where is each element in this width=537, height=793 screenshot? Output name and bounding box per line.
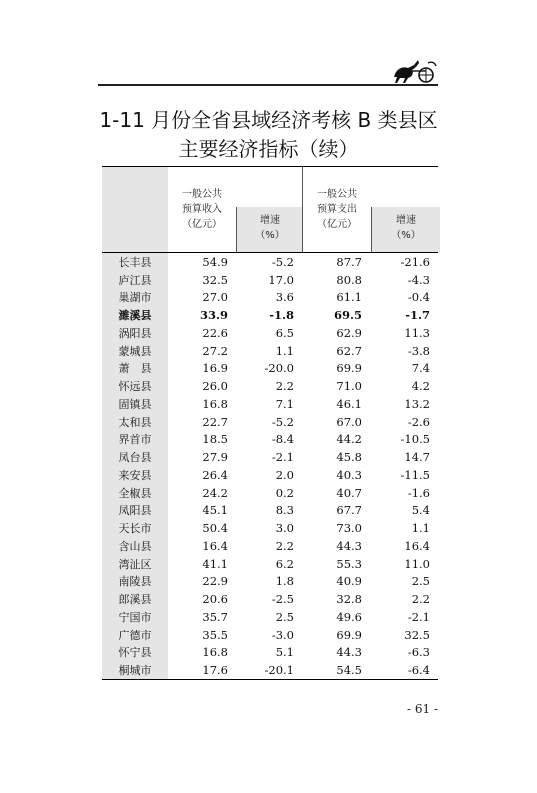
table-row [102,608,438,626]
revenue-growth-cell: -2.1 [271,450,294,465]
expenditure-cell: 62.9 [336,325,362,340]
region-name-cell: 广德市 [102,626,168,644]
revenue-growth-cell: 1.1 [275,343,294,358]
revenue-cell: 22.6 [202,325,228,340]
revenue-growth-cell: 1.8 [275,574,294,589]
table-row [102,448,438,466]
table-row [102,661,438,679]
expenditure-cell: 62.7 [336,343,362,358]
region-name-cell: 郎溪县 [102,590,168,608]
region-name-cell: 来安县 [102,466,168,484]
revenue-cell: 26.0 [202,379,228,394]
revenue-growth-cell: 3.0 [275,521,294,536]
expenditure-growth-cell: 4.2 [411,379,430,394]
region-name-cell: 湾沚区 [102,555,168,573]
table-row [102,306,438,324]
revenue-cell: 20.6 [202,592,228,607]
revenue-growth-cell: 0.2 [275,485,294,500]
table-row [102,289,438,307]
expenditure-cell: 61.1 [336,290,362,305]
revenue-growth-cell: 2.5 [275,609,294,624]
expenditure-cell: 87.7 [336,254,362,269]
revenue-cell: 54.9 [202,254,228,269]
region-name-cell: 凤台县 [102,448,168,466]
table-row [102,590,438,608]
revenue-cell: 16.8 [202,396,228,411]
revenue-cell: 27.9 [202,450,228,465]
region-name-cell: 巢湖市 [102,289,168,307]
revenue-growth-cell: -3.0 [271,627,294,642]
revenue-growth-cell: 2.2 [275,538,294,553]
region-name-cell: 界首市 [102,431,168,449]
region-name-cell: 桐城市 [102,661,168,679]
expenditure-growth-cell: -2.1 [407,609,430,624]
table-row [102,324,438,342]
revenue-growth-cell: 2.2 [275,379,294,394]
region-name-cell: 固镇县 [102,395,168,413]
expenditure-growth-cell: -0.4 [407,290,430,305]
revenue-cell: 22.9 [202,574,228,589]
expenditure-growth-cell: -11.5 [400,467,430,482]
expenditure-growth-cell: 14.7 [404,450,430,465]
expenditure-growth-cell: 5.4 [411,503,430,518]
expenditure-growth-cell: 11.0 [404,556,430,571]
revenue-cell: 33.9 [199,308,228,323]
expenditure-growth-cell: -1.6 [407,485,430,500]
revenue-growth-header: 增速 （%） [255,215,285,241]
revenue-cell: 16.8 [202,645,228,660]
table-row [102,555,438,573]
table-row [102,484,438,502]
revenue-growth-cell: -5.2 [271,414,294,429]
expenditure-growth-header-cell [371,207,440,252]
expenditure-growth-cell: 1.1 [411,521,430,536]
expenditure-growth-cell: -3.8 [407,343,430,358]
expenditure-growth-header: 增速 （%） [391,215,421,241]
expenditure-cell: 44.2 [336,432,362,447]
region-header-cell [102,167,168,252]
expenditure-cell: 67.0 [336,414,362,429]
revenue-growth-cell: 5.1 [275,645,294,660]
revenue-cell: 41.1 [202,556,228,571]
expenditure-growth-cell: -10.5 [400,432,430,447]
expenditure-cell: 80.8 [336,272,362,287]
revenue-header-group [168,167,302,252]
expenditure-cell: 45.8 [336,450,362,465]
expenditure-cell: 40.7 [336,485,362,500]
revenue-growth-cell: -2.5 [271,592,294,607]
expenditure-cell: 54.5 [336,663,362,678]
revenue-growth-cell: -20.1 [264,663,294,678]
table-row [102,271,438,289]
revenue-cell: 35.7 [202,609,228,624]
revenue-growth-cell: 6.5 [275,325,294,340]
expenditure-growth-cell: -1.7 [405,308,430,323]
region-name-cell: 天长市 [102,519,168,537]
expenditure-growth-cell: 11.3 [404,325,430,340]
region-name-cell: 太和县 [102,413,168,431]
revenue-growth-cell: -5.2 [271,254,294,269]
table-row [102,466,438,484]
revenue-header: 一般公共 预算收入 （亿元） [182,189,222,230]
region-name-cell: 长丰县 [102,253,168,271]
revenue-cell: 32.5 [202,272,228,287]
revenue-cell: 27.2 [202,343,228,358]
expenditure-cell: 32.8 [336,592,362,607]
expenditure-cell: 44.3 [336,645,362,660]
expenditure-growth-cell: 7.4 [411,361,430,376]
revenue-cell: 27.0 [202,290,228,305]
revenue-growth-cell: 7.1 [275,396,294,411]
horse-chariot-logo [388,57,438,85]
revenue-cell: 17.6 [202,663,228,678]
region-name-cell: 怀远县 [102,377,168,395]
table-bottom-rule [102,679,438,680]
region-name-cell: 全椒县 [102,484,168,502]
region-name-cell: 蒙城县 [102,342,168,360]
page-title: 1-11 月份全省县域经济考核 B 类县区 [99,108,438,132]
expenditure-cell: 69.9 [336,627,362,642]
table-row [102,253,438,271]
table-row [102,431,438,449]
region-name-cell: 怀宁县 [102,644,168,662]
region-name-cell: 涡阳县 [102,324,168,342]
expenditure-growth-cell: 2.2 [411,592,430,607]
expenditure-header-group [302,167,439,252]
expenditure-growth-cell: -6.4 [407,663,430,678]
page-subtitle: 主要经济指标（续） [178,137,359,161]
table-row [102,573,438,591]
table-row [102,519,438,537]
revenue-growth-cell: 6.2 [275,556,294,571]
expenditure-cell: 71.0 [336,379,362,394]
expenditure-growth-cell: -2.6 [407,414,430,429]
table-row [102,537,438,555]
table-body [102,253,438,679]
region-name-cell: 凤阳县 [102,502,168,520]
revenue-cell: 16.9 [202,361,228,376]
expenditure-growth-cell: 2.5 [411,574,430,589]
expenditure-cell: 69.5 [333,308,362,323]
expenditure-cell: 73.0 [336,521,362,536]
table-row [102,395,438,413]
revenue-growth-cell: -8.4 [271,432,294,447]
expenditure-growth-cell: -6.3 [407,645,430,660]
expenditure-cell: 49.6 [336,609,362,624]
expenditure-growth-cell: -21.6 [400,254,430,269]
revenue-growth-header-cell [236,207,303,252]
region-name-cell: 濉溪县 [102,306,168,324]
expenditure-growth-cell: 32.5 [404,627,430,642]
expenditure-cell: 67.7 [336,503,362,518]
expenditure-growth-cell: 13.2 [404,396,430,411]
revenue-cell: 18.5 [202,432,228,447]
revenue-growth-cell: 17.0 [268,272,294,287]
revenue-cell: 22.7 [202,414,228,429]
header-rule [98,84,438,86]
table-row [102,413,438,431]
table-row [102,360,438,378]
expenditure-cell: 44.3 [336,538,362,553]
revenue-cell: 16.4 [202,538,228,553]
table-row [102,626,438,644]
page-number: - 61 - [406,702,438,716]
region-name-cell: 南陵县 [102,573,168,591]
expenditure-cell: 40.3 [336,467,362,482]
region-name-cell: 含山县 [102,537,168,555]
revenue-cell: 26.4 [202,467,228,482]
region-name-cell: 萧 县 [102,360,168,378]
expenditure-cell: 69.9 [336,361,362,376]
expenditure-growth-cell: -4.3 [407,272,430,287]
revenue-cell: 24.2 [202,485,228,500]
table-row [102,502,438,520]
table-row [102,377,438,395]
table-row [102,644,438,662]
revenue-growth-cell: -1.8 [269,308,294,323]
revenue-cell: 50.4 [202,521,228,536]
revenue-growth-cell: -20.0 [264,361,294,376]
expenditure-growth-cell: 16.4 [404,538,430,553]
expenditure-header: 一般公共 预算支出 （亿元） [317,189,357,230]
region-name-cell: 宁国市 [102,608,168,626]
revenue-cell: 35.5 [202,627,228,642]
revenue-growth-cell: 2.0 [275,467,294,482]
revenue-growth-cell: 8.3 [275,503,294,518]
table-row [102,342,438,360]
region-name-cell: 庐江县 [102,271,168,289]
revenue-growth-cell: 3.6 [275,290,294,305]
expenditure-cell: 55.3 [336,556,362,571]
revenue-cell: 45.1 [202,503,228,518]
expenditure-cell: 46.1 [336,396,362,411]
expenditure-cell: 40.9 [336,574,362,589]
